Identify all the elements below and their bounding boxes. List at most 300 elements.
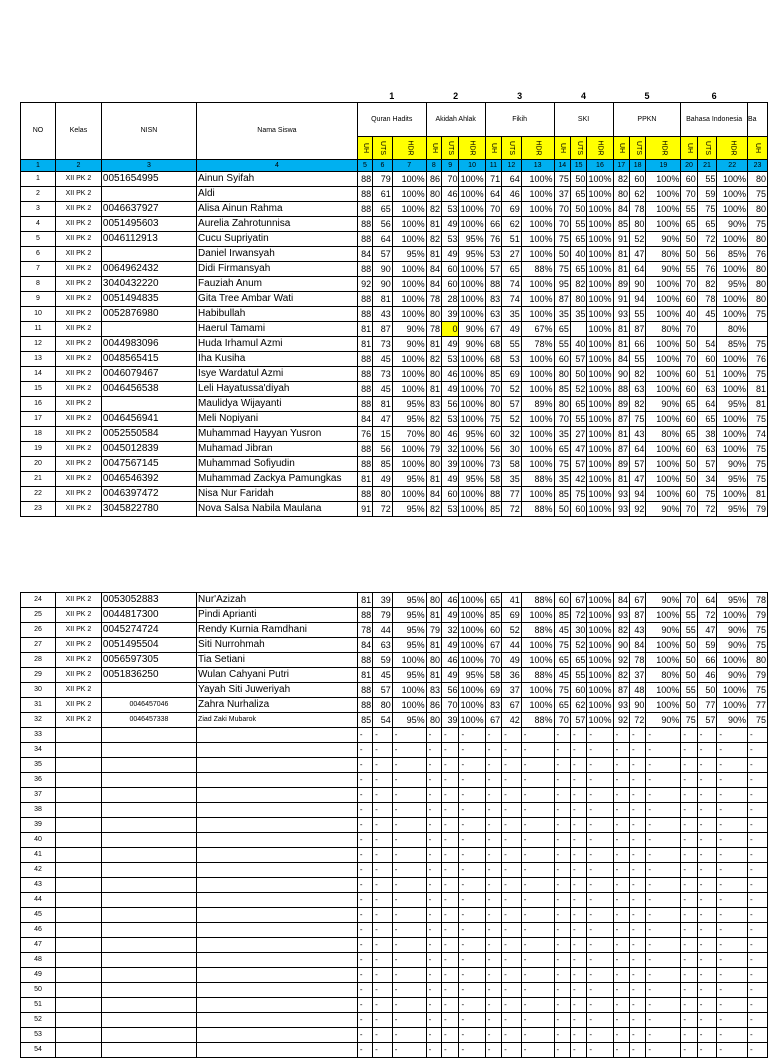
nisn-cell: 0046457046 [101, 698, 196, 713]
empty-score-cell: - [629, 773, 645, 788]
score-cell: 57 [502, 397, 522, 412]
score-cell: 100% [587, 307, 613, 322]
empty-score-cell: - [717, 968, 748, 983]
score-cell: 100% [717, 382, 748, 397]
score-cell: 87 [629, 608, 645, 623]
score-cell: 49 [441, 638, 458, 653]
empty-score-cell: - [521, 803, 554, 818]
empty-score-cell: - [392, 1043, 426, 1058]
empty-score-cell: - [646, 863, 681, 878]
empty-score-cell: - [697, 1043, 717, 1058]
empty-score-cell: - [392, 953, 426, 968]
empty-score-cell: - [717, 833, 748, 848]
empty-score-cell: - [681, 908, 697, 923]
score-cell: 42 [502, 713, 522, 728]
score-cell: 49 [441, 337, 458, 352]
score-cell: 95% [717, 277, 748, 292]
row-number: 14 [21, 367, 56, 382]
score-cell: 100% [392, 352, 426, 367]
score-cell: 46 [441, 593, 458, 608]
score-cell: 100% [717, 292, 748, 307]
empty-score-cell: - [613, 743, 629, 758]
row-number: 1 [21, 172, 56, 187]
empty-score-cell: - [459, 818, 485, 833]
score-cell: 67 [485, 638, 501, 653]
empty-score-cell: - [426, 788, 441, 803]
score-cell: 95% [392, 638, 426, 653]
score-cell: 72 [629, 713, 645, 728]
score-cell: 78 [629, 653, 645, 668]
row-number: 39 [21, 818, 56, 833]
student-name-cell: Haerul Tamami [197, 322, 358, 337]
empty-score-cell: - [441, 1028, 458, 1043]
row-number: 5 [21, 232, 56, 247]
score-cell: 81 [373, 397, 393, 412]
subject-name: Fikih [485, 103, 554, 137]
class-cell: XII PK 2 [55, 668, 101, 683]
empty-score-cell: - [485, 953, 501, 968]
class-cell: XII PK 2 [55, 262, 101, 277]
empty-score-cell: - [521, 923, 554, 938]
column-header-nisn: NISN [101, 103, 196, 160]
score-cell: 60 [681, 292, 697, 307]
score-cell: 93 [613, 502, 629, 517]
score-cell: 37 [554, 187, 570, 202]
student-name-cell: Alisa Ainun Rahma [197, 202, 358, 217]
empty-score-cell: - [748, 773, 768, 788]
score-cell: 76 [697, 262, 717, 277]
score-cell: 60 [570, 502, 586, 517]
table-row [21, 668, 768, 683]
score-cell: 74 [748, 427, 768, 442]
empty-score-cell: - [426, 833, 441, 848]
table-row [21, 713, 768, 728]
empty-cell [55, 953, 101, 968]
score-cell: 88 [357, 698, 372, 713]
score-cell: 100% [587, 653, 613, 668]
score-cell: 84 [357, 412, 372, 427]
empty-score-cell: - [521, 983, 554, 998]
empty-score-cell: - [646, 833, 681, 848]
score-cell: 57 [570, 457, 586, 472]
nisn-cell: 0051495603 [101, 217, 196, 232]
score-cell: 70 [441, 698, 458, 713]
empty-score-cell: - [426, 818, 441, 833]
empty-score-cell: - [521, 893, 554, 908]
score-type-header [392, 137, 426, 160]
score-cell: 100% [459, 202, 485, 217]
score-cell: 75 [554, 172, 570, 187]
class-cell: XII PK 2 [55, 653, 101, 668]
table-row [21, 623, 768, 638]
score-cell: 65 [570, 653, 586, 668]
empty-score-cell: - [587, 1028, 613, 1043]
row-number: 7 [21, 262, 56, 277]
empty-score-cell: - [717, 938, 748, 953]
empty-score-cell: - [613, 908, 629, 923]
score-cell: 47 [570, 442, 586, 457]
empty-score-cell: - [357, 968, 372, 983]
score-cell: 100% [717, 352, 748, 367]
score-cell: 50 [570, 367, 586, 382]
empty-score-cell: - [373, 833, 393, 848]
empty-score-cell: - [485, 863, 501, 878]
empty-score-cell: - [629, 818, 645, 833]
empty-score-cell: - [426, 773, 441, 788]
class-cell: XII PK 2 [55, 427, 101, 442]
empty-score-cell: - [373, 743, 393, 758]
score-type-header [502, 137, 522, 160]
score-cell: 100% [392, 698, 426, 713]
empty-score-cell: - [441, 848, 458, 863]
score-cell: 95% [392, 247, 426, 262]
score-cell: 55 [570, 668, 586, 683]
score-cell: 43 [629, 427, 645, 442]
score-cell: 75 [748, 638, 768, 653]
empty-score-cell: - [554, 1013, 570, 1028]
score-cell: 73 [373, 337, 393, 352]
empty-score-cell: - [697, 758, 717, 773]
score-cell: 88 [357, 172, 372, 187]
score-cell: 100% [521, 412, 554, 427]
empty-score-cell: - [392, 803, 426, 818]
score-cell: 68 [485, 337, 501, 352]
score-cell: 50 [681, 638, 697, 653]
score-cell: 70 [681, 352, 697, 367]
score-cell: 0 [441, 322, 458, 337]
empty-score-cell: - [697, 833, 717, 848]
empty-score-cell: - [748, 968, 768, 983]
score-cell: 88 [357, 202, 372, 217]
nisn-cell: 0056597305 [101, 653, 196, 668]
score-cell: 100% [459, 292, 485, 307]
empty-score-cell: - [570, 923, 586, 938]
score-cell: 100% [646, 487, 681, 502]
header-spacer [21, 90, 358, 103]
score-cell: 83 [485, 292, 501, 307]
empty-score-cell: - [373, 953, 393, 968]
score-cell: 88 [357, 217, 372, 232]
score-cell: 50 [681, 653, 697, 668]
score-cell: 80 [426, 593, 441, 608]
empty-score-cell: - [646, 1043, 681, 1058]
subject-number: 5 [644, 91, 650, 101]
empty-score-cell: - [521, 788, 554, 803]
score-cell: 100% [459, 457, 485, 472]
score-cell: 95% [392, 623, 426, 638]
score-cell: 75 [748, 367, 768, 382]
score-cell: 84 [426, 277, 441, 292]
score-cell: 100% [521, 457, 554, 472]
class-cell: XII PK 2 [55, 608, 101, 623]
empty-score-cell: - [485, 998, 501, 1013]
score-cell: 83 [485, 698, 501, 713]
score-cell: 64 [502, 172, 522, 187]
score-cell: 89% [521, 397, 554, 412]
score-cell: 100% [459, 442, 485, 457]
row-number: 8 [21, 277, 56, 292]
empty-score-cell: - [697, 1013, 717, 1028]
empty-score-cell: - [629, 863, 645, 878]
score-cell: 79 [748, 608, 768, 623]
empty-score-cell: - [613, 788, 629, 803]
empty-score-cell: - [587, 758, 613, 773]
empty-score-cell: - [570, 803, 586, 818]
empty-cell [101, 1028, 196, 1043]
score-cell: 100% [646, 638, 681, 653]
empty-score-cell: - [485, 908, 501, 923]
row-number: 34 [21, 743, 56, 758]
score-cell: 95% [459, 427, 485, 442]
empty-score-cell: - [629, 833, 645, 848]
score-cell: 100% [587, 247, 613, 262]
table-row-empty [21, 743, 768, 758]
score-cell: 47 [629, 247, 645, 262]
score-cell: 100% [587, 608, 613, 623]
row-number: 37 [21, 788, 56, 803]
student-name-cell: Siti Nurrohmah [197, 638, 358, 653]
score-cell: 65 [697, 217, 717, 232]
student-name-cell: Yayah Siti Juweriyah [197, 683, 358, 698]
score-cell: 88 [357, 382, 372, 397]
table-row [21, 232, 768, 247]
score-cell: 80 [748, 292, 768, 307]
score-cell: 75 [748, 217, 768, 232]
table-row-empty [21, 758, 768, 773]
score-cell: 75 [748, 442, 768, 457]
student-name-cell: Zahra Nurhaliza [197, 698, 358, 713]
column-number: 15 [570, 160, 586, 172]
class-cell: XII PK 2 [55, 698, 101, 713]
score-cell: 81 [357, 472, 372, 487]
empty-cell [55, 758, 101, 773]
empty-score-cell: - [570, 938, 586, 953]
score-cell: 60 [681, 382, 697, 397]
class-cell: XII PK 2 [55, 307, 101, 322]
student-name-cell: Leli Hayatussa'diyah [197, 382, 358, 397]
score-cell: 100% [392, 217, 426, 232]
empty-score-cell: - [629, 788, 645, 803]
score-cell: 57 [629, 457, 645, 472]
score-cell: 90% [459, 337, 485, 352]
score-type-header [717, 137, 748, 160]
score-cell: 92 [613, 653, 629, 668]
class-cell: XII PK 2 [55, 232, 101, 247]
empty-score-cell: - [570, 863, 586, 878]
score-cell: 69 [485, 683, 501, 698]
score-cell: 75 [748, 713, 768, 728]
score-cell: 85 [357, 713, 372, 728]
score-cell: 88 [357, 232, 372, 247]
empty-cell [55, 743, 101, 758]
score-cell: 100% [587, 698, 613, 713]
score-cell: 88 [357, 262, 372, 277]
empty-cell [197, 728, 358, 743]
score-cell: 88 [357, 187, 372, 202]
score-cell: 95 [554, 277, 570, 292]
score-cell: 80% [646, 668, 681, 683]
empty-score-cell: - [613, 833, 629, 848]
score-cell: 90 [373, 262, 393, 277]
empty-score-cell: - [459, 863, 485, 878]
empty-score-cell: - [502, 863, 522, 878]
score-cell: 100% [717, 307, 748, 322]
empty-score-cell: - [426, 728, 441, 743]
score-cell: 75 [570, 487, 586, 502]
score-cell: 100% [646, 412, 681, 427]
empty-score-cell: - [459, 908, 485, 923]
student-name-cell: Wulan Cahyani Putri [197, 668, 358, 683]
score-cell: 80 [426, 457, 441, 472]
score-cell: 15 [373, 427, 393, 442]
score-cell: 100% [521, 292, 554, 307]
score-cell: 64 [629, 442, 645, 457]
score-cell: 76 [485, 232, 501, 247]
score-cell: 80 [748, 232, 768, 247]
empty-cell [197, 878, 358, 893]
score-cell: 81 [426, 472, 441, 487]
score-cell: 79 [748, 668, 768, 683]
empty-score-cell: - [570, 893, 586, 908]
empty-cell [55, 803, 101, 818]
empty-score-cell: - [697, 938, 717, 953]
empty-score-cell: - [570, 758, 586, 773]
row-number: 31 [21, 698, 56, 713]
empty-cell [101, 818, 196, 833]
empty-score-cell: - [554, 773, 570, 788]
empty-score-cell: - [521, 848, 554, 863]
empty-score-cell: - [717, 863, 748, 878]
score-cell: 76 [748, 352, 768, 367]
table-row-empty [21, 1013, 768, 1028]
score-cell: 54 [697, 337, 717, 352]
empty-cell [197, 758, 358, 773]
score-cell: 100% [459, 367, 485, 382]
empty-score-cell: - [485, 1043, 501, 1058]
score-cell: 100% [587, 187, 613, 202]
empty-score-cell: - [717, 818, 748, 833]
score-cell: 100% [587, 668, 613, 683]
nisn-cell [101, 322, 196, 337]
score-cell: 65 [681, 217, 697, 232]
score-cell: 90% [646, 232, 681, 247]
score-cell: 90% [717, 668, 748, 683]
student-name-cell: Rendy Kurnia Ramdhani [197, 623, 358, 638]
score-cell: 81 [613, 247, 629, 262]
score-cell: 45 [373, 382, 393, 397]
empty-score-cell: - [629, 743, 645, 758]
score-cell: 40 [570, 337, 586, 352]
empty-score-cell: - [748, 788, 768, 803]
empty-score-cell: - [426, 938, 441, 953]
score-cell: 71 [485, 172, 501, 187]
empty-score-cell: - [485, 848, 501, 863]
score-cell: 100% [521, 653, 554, 668]
score-type-header [441, 137, 458, 160]
score-type-header [521, 137, 554, 160]
score-cell: 65 [570, 397, 586, 412]
empty-score-cell: - [717, 788, 748, 803]
empty-score-cell: - [613, 848, 629, 863]
subject-name: Quran Hadits [357, 103, 426, 137]
score-cell: 55 [570, 412, 586, 427]
score-cell: 100% [587, 683, 613, 698]
empty-score-cell: - [373, 1028, 393, 1043]
score-cell [697, 322, 717, 337]
score-cell: 78 [629, 202, 645, 217]
score-cell: 78 [697, 292, 717, 307]
empty-score-cell: - [570, 743, 586, 758]
score-type-label: UH [490, 142, 498, 154]
score-cell: 44 [373, 623, 393, 638]
score-cell: 86 [426, 172, 441, 187]
score-cell: 90 [613, 367, 629, 382]
empty-score-cell: - [717, 953, 748, 968]
empty-score-cell: - [502, 788, 522, 803]
column-number: 8 [426, 160, 441, 172]
score-cell: 95% [717, 502, 748, 517]
nisn-cell: 0046456941 [101, 412, 196, 427]
score-cell: 81 [426, 217, 441, 232]
empty-score-cell: - [717, 728, 748, 743]
empty-score-cell: - [748, 1013, 768, 1028]
score-cell: 32 [441, 623, 458, 638]
score-cell: 84 [357, 247, 372, 262]
empty-cell [197, 743, 358, 758]
empty-score-cell: - [373, 788, 393, 803]
score-cell: 65 [570, 232, 586, 247]
empty-cell [55, 818, 101, 833]
empty-score-cell: - [554, 953, 570, 968]
empty-score-cell: - [392, 848, 426, 863]
empty-score-cell: - [646, 1028, 681, 1043]
score-cell: 77 [748, 698, 768, 713]
empty-score-cell: - [485, 818, 501, 833]
table-row [21, 698, 768, 713]
empty-cell [197, 848, 358, 863]
column-number: 3 [101, 160, 196, 172]
score-cell: 65 [554, 442, 570, 457]
table-row-empty [21, 983, 768, 998]
empty-score-cell: - [373, 938, 393, 953]
empty-score-cell: - [629, 968, 645, 983]
table-row-empty [21, 833, 768, 848]
empty-cell [55, 893, 101, 908]
empty-cell [101, 908, 196, 923]
score-cell: 44 [502, 638, 522, 653]
table-row [21, 442, 768, 457]
nisn-cell: 0045012839 [101, 442, 196, 457]
score-cell: 90% [717, 457, 748, 472]
score-cell: 100% [646, 172, 681, 187]
empty-score-cell: - [570, 878, 586, 893]
student-name-cell: Cucu Supriyatin [197, 232, 358, 247]
score-cell: 81 [357, 593, 372, 608]
row-number: 25 [21, 608, 56, 623]
score-cell: 76 [357, 427, 372, 442]
empty-score-cell: - [441, 923, 458, 938]
empty-score-cell: - [485, 878, 501, 893]
score-cell: 81 [426, 638, 441, 653]
score-cell: 55 [502, 337, 522, 352]
score-cell: 95% [717, 593, 748, 608]
column-number: 4 [197, 160, 358, 172]
score-cell: 50 [681, 472, 697, 487]
score-cell: 39 [441, 713, 458, 728]
score-type-label: UH [559, 142, 567, 154]
class-cell: XII PK 2 [55, 367, 101, 382]
row-number: 12 [21, 337, 56, 352]
